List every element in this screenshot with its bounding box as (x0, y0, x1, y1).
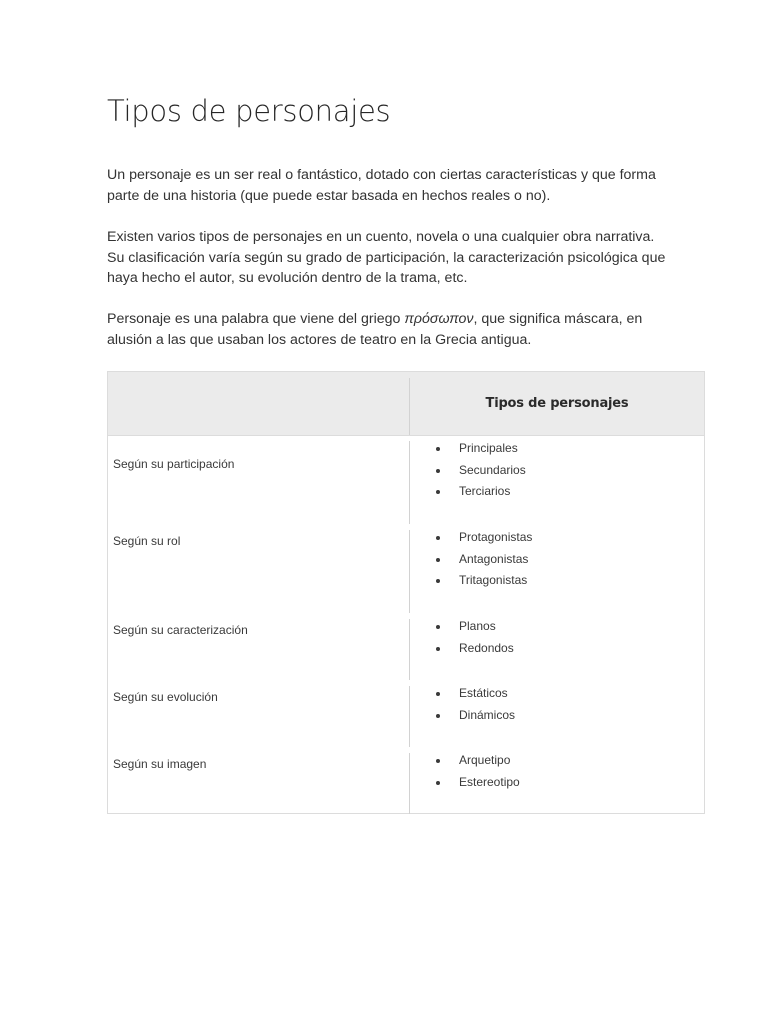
bullet-icon (436, 490, 440, 494)
list-item (436, 616, 514, 638)
intro-paragraph: Un personaje es un ser real o fantástico, dotado con ciertas características y que forma parte de una historia (que puede estar basada en hechos reales o no). (107, 167, 656, 204)
list-item-text: Redondos (459, 640, 514, 655)
bullet-icon (436, 781, 440, 785)
list-item-text: Planos (459, 619, 496, 633)
table-row (108, 435, 704, 524)
row-label: Según su rol (113, 534, 181, 548)
list-item (436, 481, 526, 503)
row-label: Según su caracterización (113, 623, 248, 637)
list-item-text: Secundarios (459, 462, 526, 477)
list-item-text: Protagonistas (459, 530, 533, 544)
table-row (108, 613, 704, 680)
table-header-label: Tipos de personajes (485, 396, 629, 411)
row-label: Según su participación (113, 457, 235, 471)
list-item (436, 705, 515, 727)
list-item (436, 638, 514, 660)
list-item-text: Estáticos (459, 686, 508, 700)
character-type-list (436, 750, 520, 793)
table-header-row (108, 372, 704, 436)
list-item (436, 549, 532, 571)
character-type-list (436, 438, 526, 503)
list-item-text: Estereotipo (459, 774, 520, 789)
list-item (436, 772, 520, 794)
list-item (436, 570, 532, 592)
list-item (436, 460, 526, 482)
character-type-list (436, 683, 515, 726)
bullet-icon (436, 692, 440, 696)
table-row (108, 524, 704, 613)
list-item-text: Principales (459, 441, 518, 455)
column-divider (409, 753, 410, 814)
table-row (108, 747, 704, 814)
etymology-text-end: , que significa máscara, en alusión a las que usaban los actores de teatro en la Grecia antigua. (107, 311, 643, 348)
row-label: Según su evolución (113, 690, 218, 704)
list-item (436, 527, 532, 549)
bullet-icon (436, 536, 440, 540)
list-item (436, 438, 526, 460)
character-type-list (436, 527, 532, 592)
greek-word: πρόσωπον (404, 311, 474, 327)
list-item-text: Antagonistas (459, 551, 529, 566)
bullet-icon (436, 469, 440, 473)
bullet-icon (436, 759, 440, 763)
list-item (436, 683, 515, 705)
table-row (108, 680, 704, 747)
row-label: Según su imagen (113, 757, 207, 771)
bullet-icon (436, 558, 440, 562)
character-types-table (107, 371, 705, 814)
bullet-icon (436, 647, 440, 651)
list-item (436, 750, 520, 772)
bullet-icon (436, 579, 440, 583)
bullet-icon (436, 625, 440, 629)
bullet-icon (436, 714, 440, 718)
list-item-text: Terciarios (459, 484, 511, 498)
list-item-text: Dinámicos (459, 707, 516, 722)
character-type-list (436, 616, 514, 659)
column-divider (409, 441, 410, 524)
bullet-icon (436, 447, 440, 451)
list-item-text: Tritagonistas (459, 573, 528, 587)
column-divider (409, 530, 410, 613)
etymology-text-start: Personaje es una palabra que viene del griego (107, 311, 405, 327)
page-title: Tipos de personajes (107, 94, 391, 128)
classification-paragraph: Existen varios tipos de personajes en un cuento, novela o una cualquier obra narrativa. Su clasificación varía según su grado de participación, la caracterización psicológica que haya hecho el autor, su evolución dentro de la trama, etc. (107, 229, 666, 286)
column-divider (409, 619, 410, 680)
etymology-paragraph (107, 309, 667, 350)
list-item-text: Arquetipo (459, 753, 511, 767)
column-divider (409, 686, 410, 747)
